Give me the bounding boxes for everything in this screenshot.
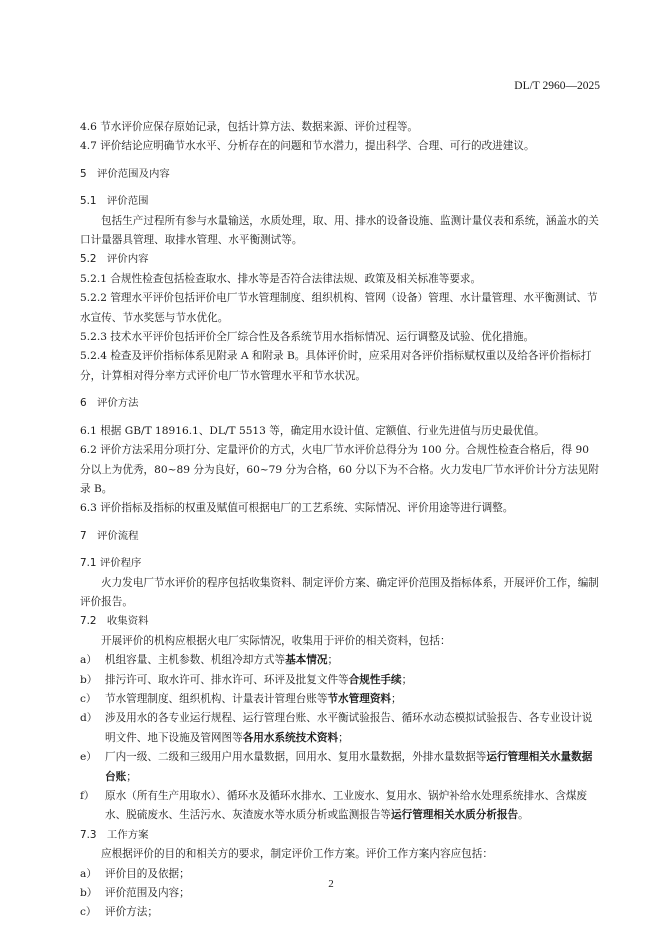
clause-5-2-3: 5.2.3 技术水平评价包括评价全厂综合性及各系统节用水指标情况、运行调整及试验、优化措施。 <box>80 331 535 344</box>
page-number: 2 <box>328 878 334 890</box>
section-5-title: 5 评价范围及内容 <box>80 167 170 180</box>
list-item <box>80 787 600 826</box>
page-content <box>80 118 600 923</box>
list-item-body: 排污许可、取水许可、排水许可、环评及批复文件等 <box>105 673 349 686</box>
list-item-emphasis: 各用水系统技术资料 <box>242 731 339 744</box>
list-marker: d） <box>80 712 98 725</box>
list-item-emphasis: 运行管理相关水量数据台账 <box>105 751 593 783</box>
list-item-end: ； <box>126 770 137 783</box>
list-item-body: 评价目的及依据； <box>105 867 190 880</box>
list-marker: a） <box>80 867 97 880</box>
list-item-body: 原水（所有生产用取水）、循环水及循环水排水、工业废水、复用水、锅炉补给水处理系统排水、含煤废水、脱硫废水、生活污水、灰渣废水等水质分析或监测报告等 <box>105 790 588 822</box>
list-item-body: 涉及用水的各专业运行规程、运行管理台账、水平衡试验报告、循环水动态模拟试验报告、各专业设计说明文件、地下设施及管网图等 <box>105 712 593 744</box>
list-marker: b） <box>80 673 98 686</box>
section-7-title: 7 评价流程 <box>80 529 139 542</box>
list-marker: c） <box>80 692 97 705</box>
list-marker: c） <box>80 906 97 919</box>
work-plan-list <box>80 865 600 923</box>
list-item-text <box>105 709 600 748</box>
list-item-body: 机组容量、主机参数、机组冷却方式等 <box>105 654 286 667</box>
list-item-emphasis: 运行管理相关水质分析报告 <box>391 809 519 822</box>
subsection-7-1-title: 7.1 评价程序 <box>80 557 142 570</box>
list-marker: a） <box>80 654 97 667</box>
materials-list <box>80 651 600 826</box>
list-item-end: 。 <box>518 809 529 822</box>
list-item <box>80 903 600 922</box>
clause-4-6: 4.6 节水评价应保存原始记录，包括计算方法、数据来源、评价过程等。 <box>80 121 419 133</box>
clause-5-2-1: 5.2.1 合规性检查包括检查取水、排水等是否符合法律法规、政策及相关标准等要求。 <box>80 272 482 285</box>
document-id: DL/T 2960—2025 <box>514 80 600 92</box>
clause-5-2-4: 5.2.4 检查及评价指标体系见附录 A 和附录 B。具体评价时，应采用对各评价指标赋权重以及给各评价指标打分，计算相对得分率方式评价电厂节水管理水平和节水状况。 <box>80 350 592 382</box>
subsection-7-3-title: 7.3 工作方案 <box>80 828 149 841</box>
clause-6-3: 6.3 评价指标及指标的权重及赋值可根据电厂的工艺系统、实际情况、评价用途等进行调整。 <box>80 502 514 515</box>
subsection-5-1-text: 包括生产过程所有参与水量输送，水质处理，取、用、排水的设备设施、监测计量仪表和系统，涵盖水的关口计量器具管理、取排水管理、水平衡测试等。 <box>80 214 599 247</box>
list-item-text <box>105 671 600 690</box>
list-item-text <box>105 651 600 670</box>
subsection-7-1-text: 火力发电厂节水评价的程序包括收集资料、制定评价方案、确定评价范围及指标体系，开展评价工作，编制评价报告。 <box>80 576 599 608</box>
list-item-text <box>105 748 600 787</box>
list-item-emphasis: 合规性手续 <box>348 673 402 686</box>
list-item-emphasis: 基本情况 <box>285 654 328 667</box>
list-item-end: ； <box>327 654 339 667</box>
list-item <box>80 709 600 748</box>
subsection-7-3-intro: 应根据评价的目的和相关方的要求，制定评价工作方案。评价工作方案内容应包括： <box>101 848 493 861</box>
list-item-body: 评价范围及内容； <box>105 887 190 900</box>
clause-4-7: 4.7 评价结论应明确节水水平、分析存在的问题和节水潜力，提出科学、合理、可行的改进建议。 <box>80 140 535 153</box>
list-item-body: 厂内一级、二级和三级用户用水量数据，回用水、复用水量数据，外排水量数据等 <box>105 751 487 764</box>
subsection-7-2-title: 7.2 收集资料 <box>80 615 149 628</box>
list-marker: e） <box>80 751 97 764</box>
subsection-5-1-title: 5.1 评价范围 <box>80 195 149 208</box>
list-item <box>80 671 600 690</box>
list-item-emphasis: 节水管理资料 <box>327 692 392 705</box>
list-marker: f） <box>80 790 95 802</box>
subsection-5-2-title: 5.2 评价内容 <box>80 253 149 266</box>
clause-6-2: 6.2 评价方法采用分项打分、定量评价的方式，火电厂节水评价总得分为 100 分。合规性检查合格后，得 90 分以上为优秀，80~89 分为良好，60~79 分为合格，60 分以下为不合格。火力发电厂节水评价计分方法见附录 B。 <box>80 444 600 495</box>
clause-6-1: 6.1 根据 GB/T 18916.1、DL/T 5513 等，确定用水设计值、定额值、行业先进值与历史最优值。 <box>80 424 545 437</box>
subsection-7-2-intro: 开展评价的机构应根据火电厂实际情况，收集用于评价的相关资料，包括： <box>101 634 451 647</box>
section-6-title: 6 评价方法 <box>80 397 139 410</box>
list-item <box>80 748 600 787</box>
list-item <box>80 651 600 670</box>
list-item-text <box>105 903 600 922</box>
list-item <box>80 690 600 709</box>
list-item-body: 节水管理制度、组织机构、计量表计管理台账等 <box>105 692 328 705</box>
list-item-end: ； <box>391 692 402 705</box>
list-item-end: ； <box>401 673 413 686</box>
list-item-end: ； <box>338 731 349 744</box>
list-marker: b） <box>80 887 98 900</box>
list-item-body: 评价方法； <box>105 906 158 919</box>
clause-5-2-2: 5.2.2 管理水平评价包括评价电厂节水管理制度、组织机构、管网（设备）管理、水计量管理、水平衡测试、节水宣传、节水奖惩与节水优化。 <box>80 292 598 324</box>
list-item-text <box>105 787 600 826</box>
list-item-text <box>105 690 600 709</box>
